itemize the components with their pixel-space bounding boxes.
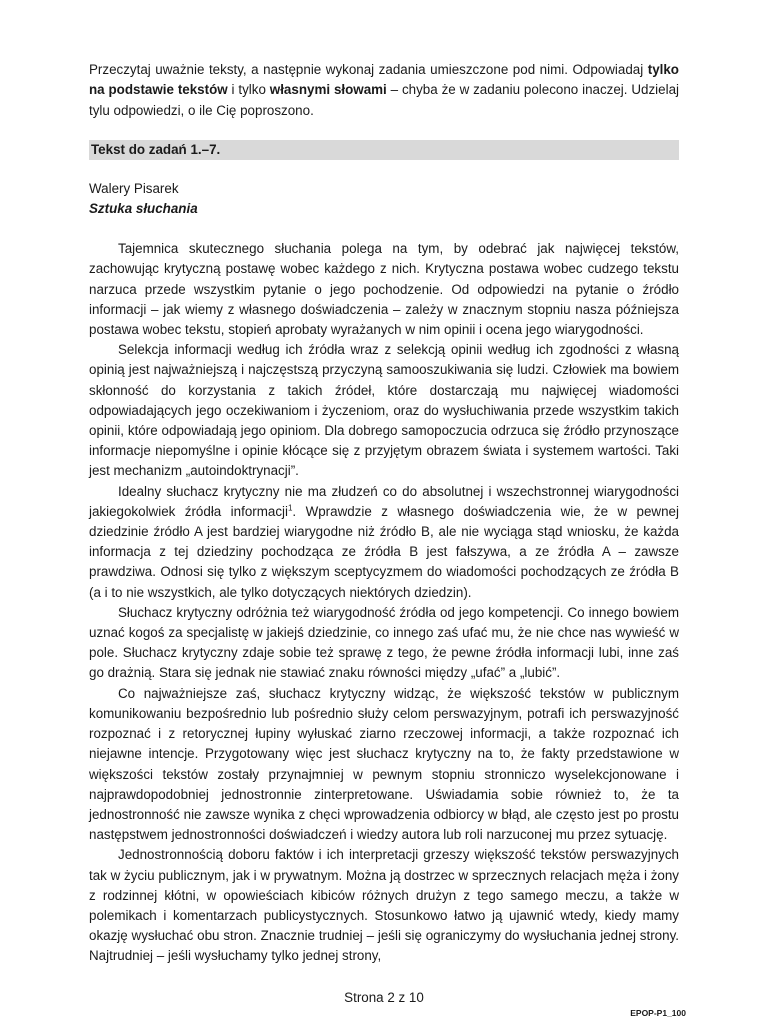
instructions-bold-2: własnymi słowami [269, 82, 387, 98]
footnote-ref: 1 [287, 503, 293, 513]
paragraph [89, 482, 679, 603]
author: Walery Pisarek [89, 181, 179, 197]
paragraph: Co najważniejsze zaś, słuchacz krytyczny widząc, że większość tekstów w publicznym komunikowaniu bezpośrednio lub pośrednio służy celom perswazyjnym, potrafi ich perswazyjność rozpoznać i z retorycznej łupiny wyłuskać ziarno rzeczowej informacji, a także rozpoznać ich niejawne intencje. Przygotowany więc jest słuchacz krytyczny na to, że fakty przedstawione w większości tekstów zostały przynajmniej w pewnym stopniu stronniczo wyselekcjonowane i najprawdopodobniej jednostronnie zinterpretowane. Uświadamia sobie również to, że ta jednostronność nie zawsze wynika z chęci wprowadzenia odbiorcy w błąd, ale często jest po prostu następstwem jednostronności doświadczeń i wiedzy autora lub roli narzuconej mu przez sytuację. [89, 685, 679, 843]
paragraph: Słuchacz krytyczny odróżnia też wiarygodność źródła od jego kompetencji. Co innego bowiem uznać kogoś za specjalistę w jakiejś dziedzinie, co innego zaś ufać mu, że nie chce nas wywieść w pole. Słuchacz krytyczny zdaje sobie też sprawę z tego, że pewne źródła informacji lubi, inne zaś go drażnią. Stara się jednak nie stawiać znaku równości między „ufać” a „lubić”. [89, 604, 679, 681]
exam-code: EPOP-P1_100 [630, 1008, 686, 1018]
paragraph: Jednostronnością doboru faktów i ich interpretacji grzeszy większość tekstów perswazyjnych tak w życiu publicznym, jak i w prywatnym. Można ją dostrzec w sprzecznych relacjach męża i żony z rodzinnej kłótni, w opowieściach kibiców różnych drużyn z tego samego meczu, a także w polemikach i komentarzach publicystycznych. Stosunkowo łatwo ją ujawnić wtedy, kiedy mamy okazję wysłuchać obu stron. Znacznie trudniej – jeśli się ograniczymy do wysłuchania jednej strony. Najtrudniej – jeśli wysłuchamy tylko jednej strony, [89, 847, 679, 964]
instructions-text-2: i tylko [227, 82, 270, 98]
instructions [89, 60, 679, 121]
instructions-text-3: – chyba że w zadaniu polecono inaczej. Udzielaj tylu odpowiedzi, o ile Cię poproszono. [89, 82, 679, 118]
document-page [89, 60, 679, 967]
paragraph: Tajemnica skutecznego słuchania polega na tym, by odebrać jak najwięcej tekstów, zachowując krytyczną postawę wobec każdego z nich. Krytyczna postawa wobec cudzego tekstu narzuca przede wszystkim pytanie o jego pochodzenie. Od odpowiedzi na pytanie o źródło informacji – jak wiemy z własnego doświadczenia – zależy w znacznym stopniu nasza późniejsza postawa wobec tekstu, stopień aprobaty wyrażanych w nim opinii i ocena jego wiarygodności. [89, 241, 679, 338]
instructions-bold-1: tylko na podstawie tekstów [89, 62, 679, 98]
article-body [89, 239, 679, 966]
paragraph-text: Idealny słuchacz krytyczny nie ma złudzeń co do absolutnej i wszechstronnej wiarygodności jakiegokolwiek źródła informacji [89, 483, 679, 519]
instructions-text-1: Przeczytaj uważnie teksty, a następnie wykonaj zadania umieszczone pod nimi. Odpowiadaj [89, 62, 648, 77]
paragraph: Selekcja informacji według ich źródła wraz z selekcją opinii według ich zgodności z własną opinią jest najważniejszą i najczęstszą przyczyną samooszukiwania się ludzi. Człowiek ma bowiem skłonność do korzystania z takich źródeł, które dostarczają mu najwięcej wiadomości odpowiadających jego oczekiwaniom i życzeniom, oraz do wysłuchiwania przede wszystkim takich opinii, które odpowiadają jego opiniom. Dla dobrego samopoczucia odrzuca się źródło przynoszące informacje niepomyślne i opinie kłócące się z przyjętym obrazem świata i systemem wartości. Taki jest mechanizm „autoindoktrynacji”. [89, 342, 679, 479]
paragraph-text: . Wprawdzie z własnego doświadczenia wie, że w pewnej dziedzinie źródło A jest bardziej wiarygodne niż źródło B, ale nie wyciąga stąd wniosku, że każda informacja z tej dziedziny pochodząca ze źródła B jest fałszywa, a ze źródła A – zawsze prawdziwa. Odnosi się tylko z większym sceptycyzmem do wiadomości pochodzących ze źródła B (a i to nie wszystkich, ale tylko dotyczących niektórych dziedzin). [89, 503, 679, 600]
task-header: Tekst do zadań 1.–7. [89, 140, 679, 160]
text-title: Sztuka słuchania [89, 201, 198, 217]
page-number: Strona 2 z 10 [344, 990, 424, 1005]
